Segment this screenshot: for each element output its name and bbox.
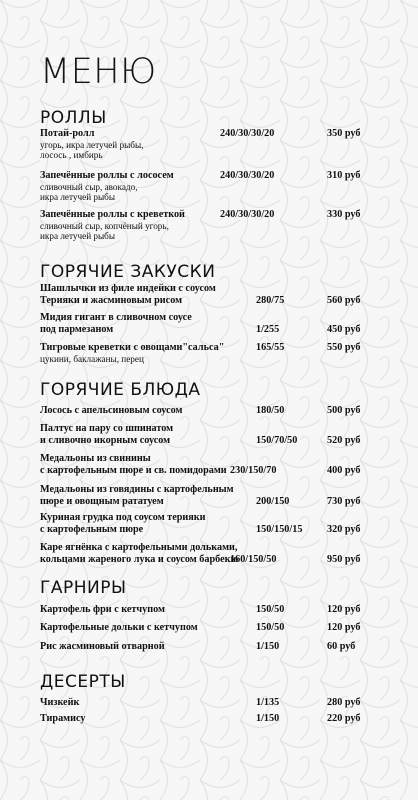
item-weight: 200/150 bbox=[256, 495, 290, 507]
item-name: Мидия гигант в сливочном соусе bbox=[40, 312, 192, 323]
menu-item bbox=[40, 484, 380, 507]
item-price: 350 руб bbox=[327, 128, 361, 139]
menu-item bbox=[40, 542, 380, 565]
menu-item bbox=[40, 622, 380, 634]
item-price: 310 руб bbox=[327, 170, 361, 181]
item-price: 280 руб bbox=[327, 697, 361, 708]
item-name: Медальоны из говядины с картофельным bbox=[40, 484, 234, 495]
item-price: 120 руб bbox=[327, 622, 361, 633]
item-name: Запечённые роллы с креветкой bbox=[40, 209, 185, 220]
item-name: Картофельные дольки с кетчупом bbox=[40, 622, 198, 633]
item-price: 560 руб bbox=[327, 294, 361, 306]
item-name: с картофельным пюре bbox=[40, 523, 144, 535]
menu-item bbox=[40, 423, 380, 446]
menu-item bbox=[40, 128, 380, 161]
item-name: Лосось с апельсиновым соусом bbox=[40, 405, 183, 416]
menu-item bbox=[40, 342, 380, 364]
item-weight: 150/50 bbox=[256, 604, 285, 615]
item-name: Палтус на пару со шпинатом bbox=[40, 423, 174, 434]
item-name: Медальоны из свинины bbox=[40, 453, 151, 464]
item-name: кольцами жареного лука и соусом барбекю bbox=[40, 553, 239, 565]
item-price: 950 руб bbox=[327, 553, 361, 565]
menu-item bbox=[40, 312, 380, 335]
item-name: Тигровые креветки с овощами"сальса" bbox=[40, 342, 225, 353]
item-description: цукини, баклажаны, перец bbox=[40, 353, 144, 364]
item-weight: 1/150 bbox=[256, 641, 280, 652]
item-name: Шашлычки из филе индейки с соусом bbox=[40, 283, 216, 294]
item-price: 320 руб bbox=[327, 523, 361, 535]
menu-item bbox=[40, 283, 380, 306]
item-description: угорь, икра летучей рыбы, bbox=[40, 139, 144, 150]
item-weight: 180/50 bbox=[256, 405, 285, 416]
item-weight: 280/75 bbox=[256, 294, 285, 306]
item-price: 400 руб bbox=[327, 464, 361, 476]
item-weight: 1/135 bbox=[256, 697, 280, 708]
item-name: Картофель фри с кетчупом bbox=[40, 604, 165, 615]
menu-item bbox=[40, 405, 380, 417]
item-weight: 150/50 bbox=[256, 622, 285, 633]
item-description: икра летучей рыбы bbox=[40, 192, 116, 202]
item-name: Каре ягнёнка с картофельными дольками, bbox=[40, 542, 238, 553]
item-name: Куриная грудка под соусом терияки bbox=[40, 512, 206, 523]
item-name: Запечённые роллы с лососем bbox=[40, 170, 174, 181]
menu-item bbox=[40, 713, 380, 725]
menu-item bbox=[40, 453, 380, 476]
item-name: с картофельным пюре и св. помидорами bbox=[40, 464, 227, 476]
item-weight: 150/150/15 bbox=[256, 523, 303, 535]
item-name: и сливочно икорным соусом bbox=[40, 434, 171, 446]
item-weight: 1/150 bbox=[256, 713, 280, 724]
menu-item bbox=[40, 697, 380, 709]
item-price: 450 руб bbox=[327, 323, 361, 335]
menu-item bbox=[40, 604, 380, 616]
item-price: 60 руб bbox=[327, 641, 356, 652]
item-name: пюре и овощным рататуем bbox=[40, 495, 164, 507]
item-weight: 240/30/30/20 bbox=[220, 209, 275, 220]
item-weight: 1/255 bbox=[256, 323, 280, 335]
item-price: 330 руб bbox=[327, 209, 361, 220]
item-description: сливочный сыр, авокадо, bbox=[40, 181, 138, 192]
item-name: Рис жасминовый отварной bbox=[40, 641, 165, 652]
item-name: Чизкейк bbox=[40, 697, 80, 708]
item-price: 120 руб bbox=[327, 604, 361, 615]
item-price: 220 руб bbox=[327, 713, 361, 724]
section-title: ГОРЯЧИЕ БЛЮДА bbox=[40, 380, 201, 400]
menu-item bbox=[40, 641, 380, 653]
item-weight: 240/30/30/20 bbox=[220, 170, 275, 181]
page-title: МЕНЮ bbox=[40, 52, 157, 92]
item-name: Тирамису bbox=[40, 713, 86, 724]
section-title: ГАРНИРЫ bbox=[40, 578, 127, 598]
item-price: 520 руб bbox=[327, 434, 361, 446]
item-price: 730 руб bbox=[327, 495, 361, 507]
item-description: икра летучей рыбы bbox=[40, 231, 116, 241]
item-price: 550 руб bbox=[327, 342, 361, 353]
item-weight: 240/30/30/20 bbox=[220, 128, 275, 139]
section-title: ДЕСЕРТЫ bbox=[40, 672, 126, 692]
section-title: РОЛЛЫ bbox=[40, 108, 107, 128]
menu-item bbox=[40, 209, 380, 242]
section-title: ГОРЯЧИЕ ЗАКУСКИ bbox=[40, 262, 216, 282]
item-description: лосось , имбирь bbox=[40, 150, 103, 160]
item-weight: 160/150/50 bbox=[230, 553, 277, 565]
menu-item bbox=[40, 170, 380, 203]
item-weight: 230/150/70 bbox=[230, 464, 277, 476]
item-name: под пармезаном bbox=[40, 323, 114, 335]
item-name: Потай-ролл bbox=[40, 128, 95, 139]
item-price: 500 руб bbox=[327, 405, 361, 416]
item-name: Терияки и жасминовым рисом bbox=[40, 294, 183, 306]
menu-item bbox=[40, 512, 380, 535]
item-weight: 165/55 bbox=[256, 342, 285, 353]
item-description: сливочный сыр, копчёный угорь, bbox=[40, 220, 169, 231]
item-weight: 150/70/50 bbox=[256, 434, 298, 446]
